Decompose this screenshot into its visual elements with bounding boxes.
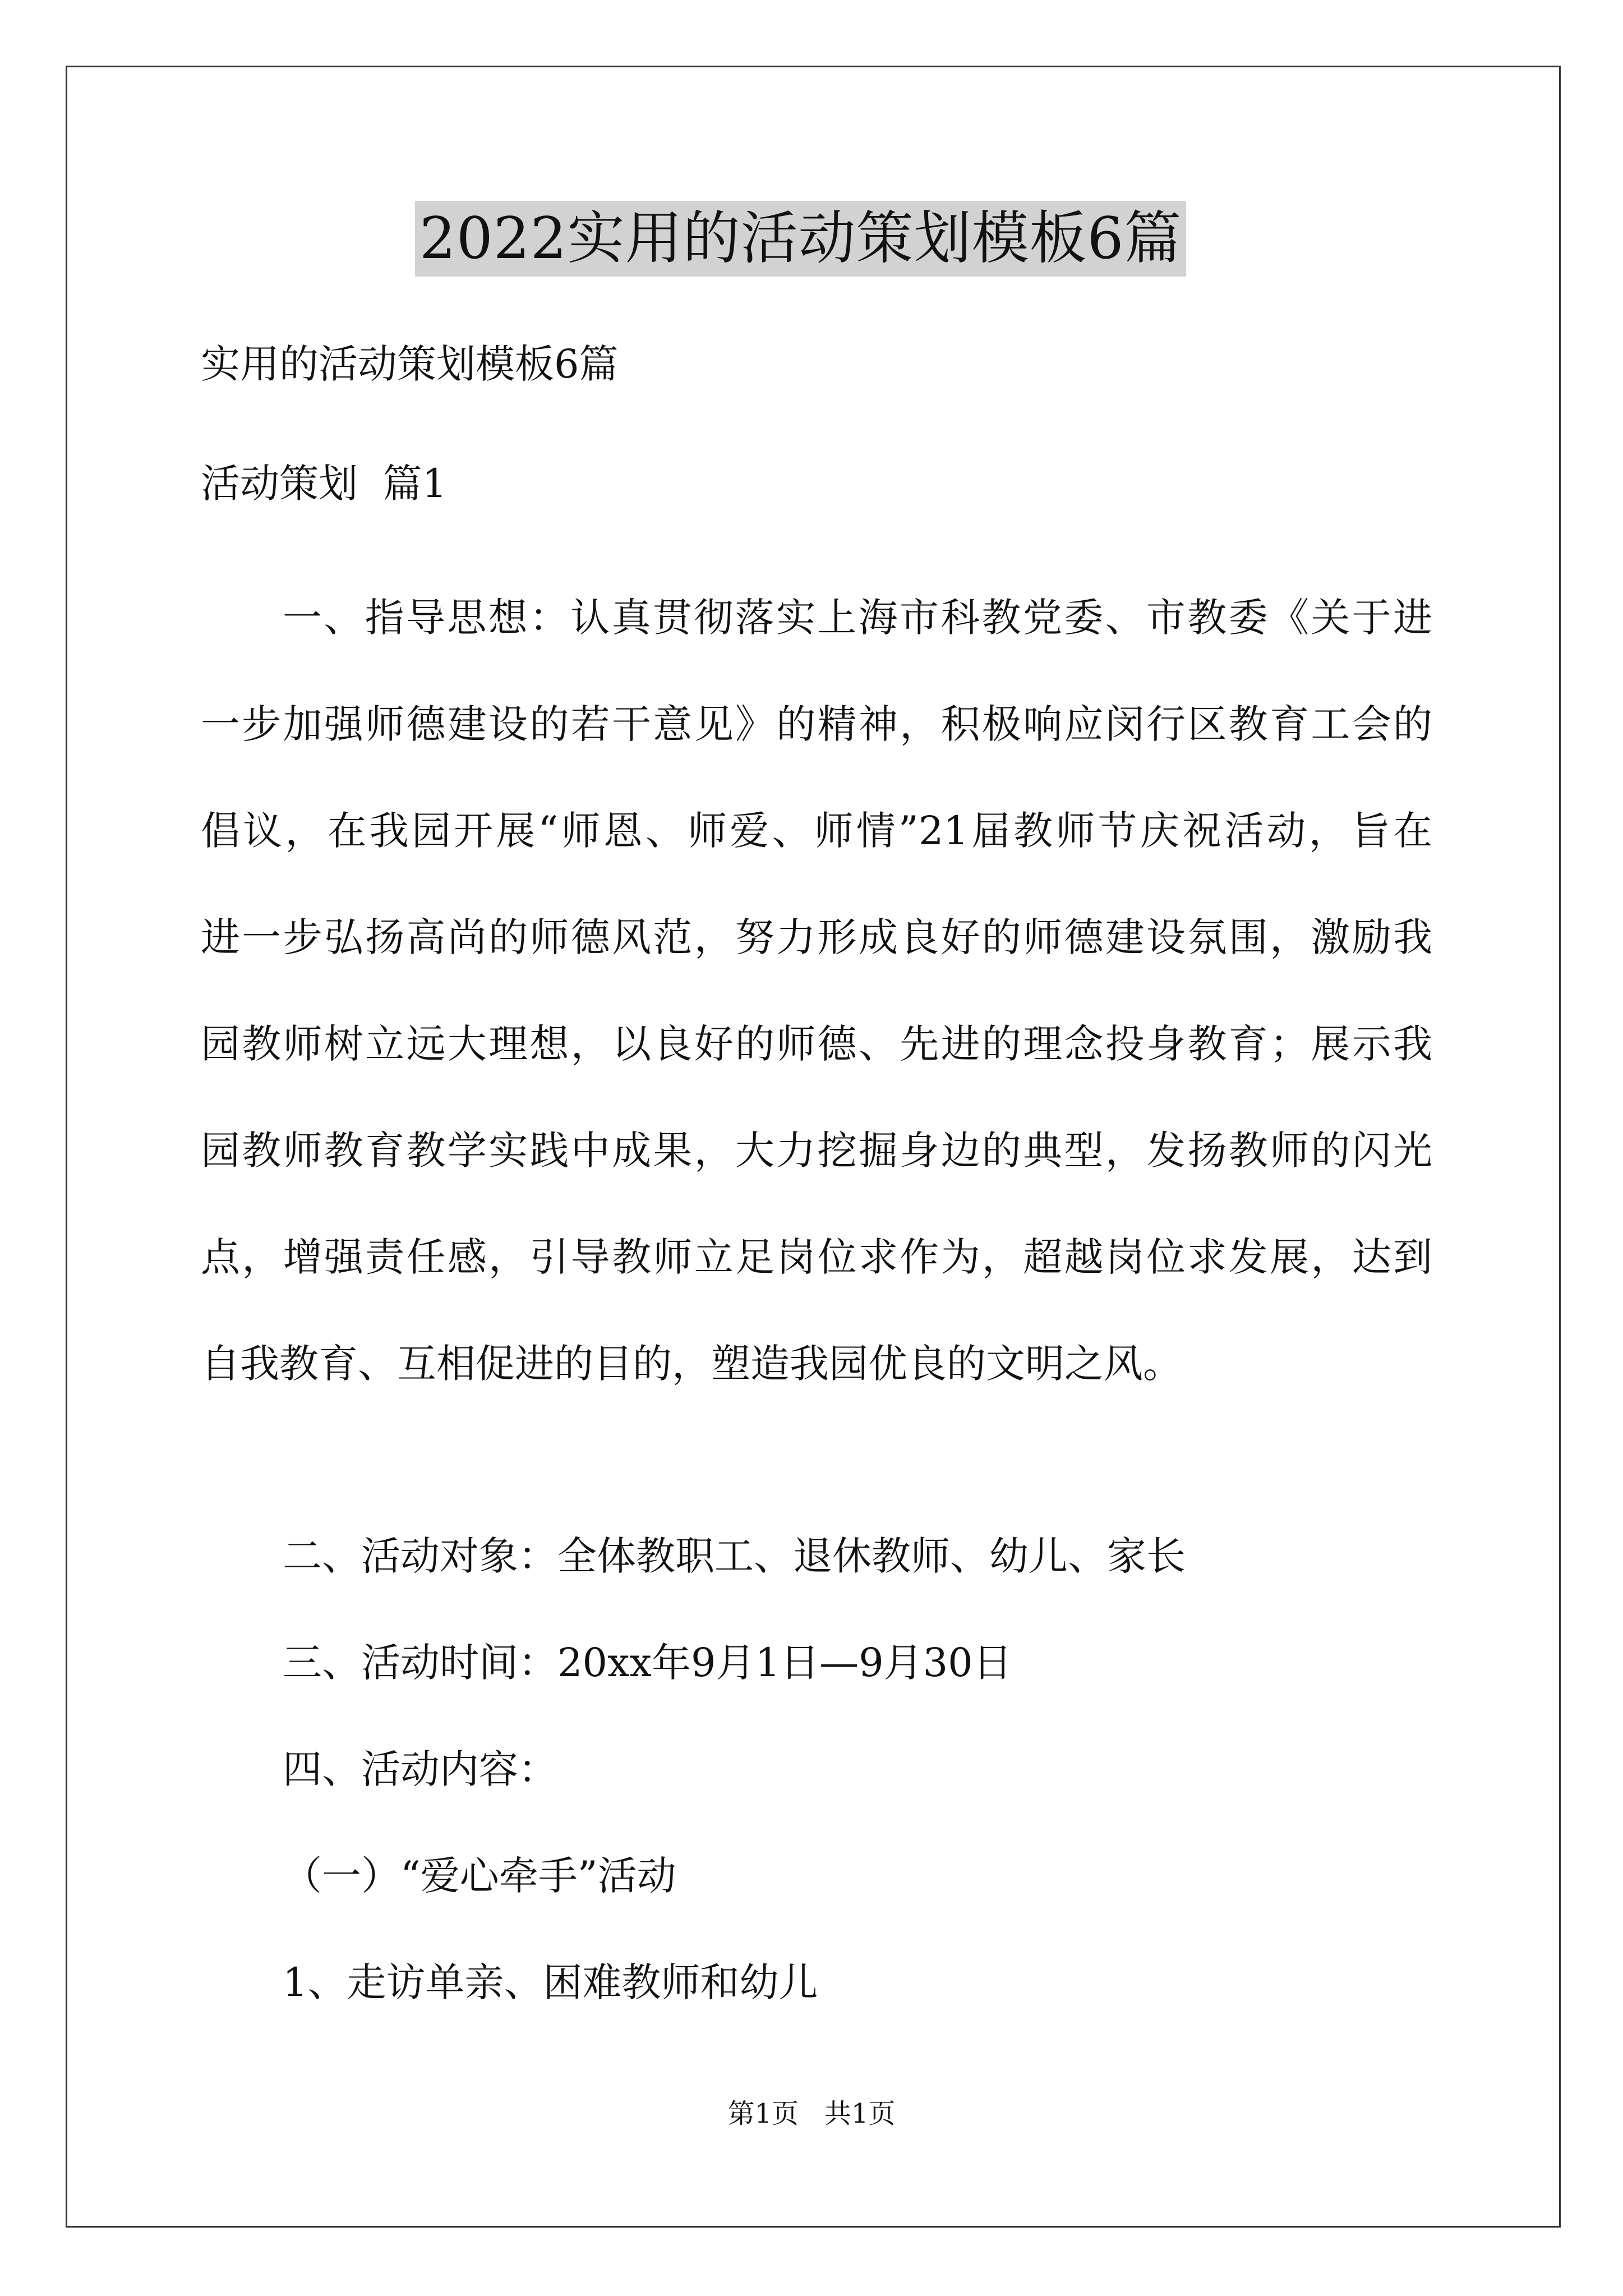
document-title: 2022实用的活动策划模板6篇: [415, 201, 1186, 277]
activity-content-heading: 四、活动内容：: [283, 1746, 557, 1792]
paragraph-line: 自我教育、互相促进的目的，塑造我园优良的文明之风。: [201, 1341, 1182, 1387]
activity-targets: 二、活动对象：全体教职工、退休教师、幼儿、家长: [283, 1533, 1186, 1579]
paragraph-line: 一、指导思想：认真贯彻落实上海市科教党委、市教委《关于进: [283, 595, 1432, 641]
activity-time: 三、活动时间：20xx年9月1日—9月30日: [283, 1640, 1012, 1686]
guiding-ideology-paragraph: [201, 564, 1432, 1417]
paragraph-line: 园教师树立远大理想，以良好的师德、先进的理念投身教育；展示我: [201, 1021, 1432, 1067]
paragraph-line: 园教师教育教学实践中成果，大力挖掘身边的典型，发扬教师的闪光: [201, 1128, 1432, 1174]
paragraph-line: 进一步弘扬高尚的师德风范，努力形成良好的师德建设氛围，激励我: [201, 914, 1432, 960]
paragraph-line: 点，增强责任感，引导教师立足岗位求作为，超越岗位求发展，达到: [201, 1234, 1432, 1280]
paragraph-line: 倡议，在我园开展“师恩、师爱、师情”21届教师节庆祝活动，旨在: [201, 808, 1432, 854]
document-subtitle: 实用的活动策划模板6篇: [201, 341, 619, 387]
page-footer: 第1页 共1页: [727, 2098, 896, 2129]
sub-item-love-hand-in-hand: （一）“爱心牵手”活动: [283, 1853, 676, 1899]
paragraph-line: 一步加强师德建设的若干意见》的精神，积极响应闵行区教育工会的: [201, 701, 1432, 747]
sub-item-visit: 1、走访单亲、困难教师和幼儿: [283, 1959, 818, 2005]
section-heading: 活动策划 篇1: [201, 461, 448, 507]
